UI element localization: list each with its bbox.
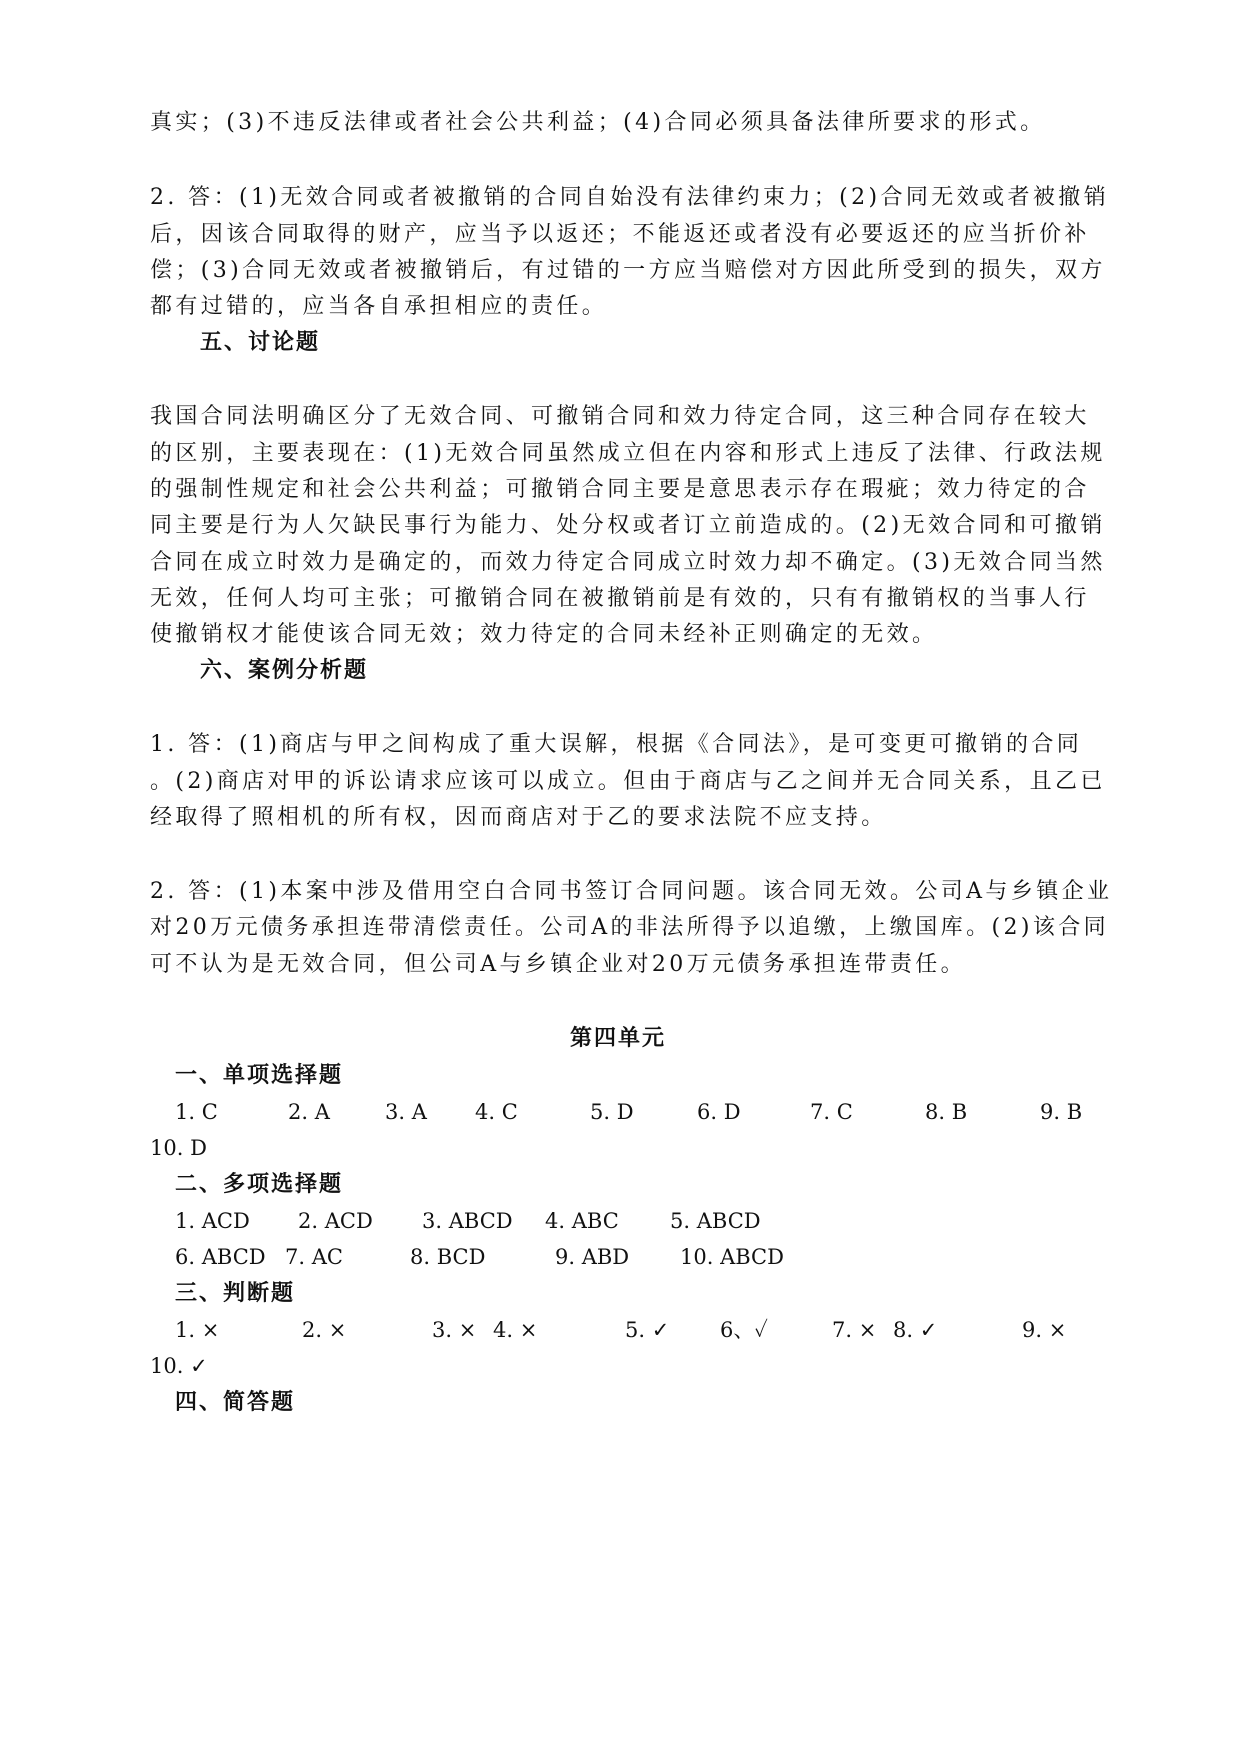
answer-item: 6、✓ (720, 1318, 768, 1342)
answer-item: 7. AC (285, 1245, 343, 1269)
answer-item: 2. A (288, 1100, 330, 1124)
section-heading: 二、多项选择题 (175, 1172, 344, 1197)
paragraph-line: 我国合同法明确区分了无效合同、可撤销合同和效力待定合同，这三种合同存在较大 (150, 404, 1090, 429)
answer-item: 10. ✓ (150, 1354, 208, 1378)
answer-item: 1. × (175, 1318, 220, 1342)
paragraph-line: 真实；(3)不违反法律或者社会公共利益；(4)合同必须具备法律所要求的形式。 (150, 110, 1046, 135)
section-heading: 一、单项选择题 (175, 1063, 344, 1088)
answer-item: 4. C (475, 1100, 518, 1124)
section-heading: 五、讨论题 (200, 330, 321, 355)
answer-item: 4. × (493, 1318, 538, 1342)
answer-item: 5. ✓ (625, 1318, 670, 1342)
answer-item: 10. ABCD (680, 1245, 784, 1269)
answer-item: 10. D (150, 1136, 207, 1160)
paragraph-line: 偿；(3)合同无效或者被撤销后，有过错的一方应当赔偿对方因此所受到的损失，双方 (150, 258, 1106, 283)
answer-item: 9. ABD (555, 1245, 630, 1269)
answer-item: 3. A (385, 1100, 427, 1124)
paragraph-line: 的区别，主要表现在：(1)无效合同虽然成立但在内容和形式上违反了法律、行政法规 (150, 441, 1106, 466)
unit-title: 第四单元 (570, 1026, 667, 1051)
paragraph-line: 后，因该合同取得的财产，应当予以返还；不能返还或者没有必要返还的应当折价补 (150, 222, 1090, 247)
answer-item: 8. B (925, 1100, 968, 1124)
section-heading: 四、简答题 (175, 1390, 296, 1415)
paragraph-line: 同主要是行为人欠缺民事行为能力、处分权或者订立前造成的。(2)无效合同和可撤销 (150, 513, 1106, 538)
answer-item: 8. BCD (410, 1245, 486, 1269)
paragraph-line: 1. 答：(1)商店与甲之间构成了重大误解，根据《合同法》，是可变更可撤销的合同 (150, 732, 1083, 757)
answer-item: 5. ABCD (670, 1209, 761, 1233)
paragraph-line: 对20万元债务承担连带清偿责任。公司A的非法所得予以追缴，上缴国库。(2)该合同 (150, 915, 1110, 940)
paragraph-line: 2. 答：(1)本案中涉及借用空白合同书签订合同问题。该合同无效。公司A与乡镇企业 (150, 879, 1113, 904)
answer-item: 9. × (1022, 1318, 1067, 1342)
answer-item: 1. C (175, 1100, 218, 1124)
paragraph-line: 合同在成立时效力是确定的，而效力待定合同成立时效力却不确定。(3)无效合同当然 (150, 550, 1106, 575)
answer-item: 6. D (697, 1100, 741, 1124)
paragraph-line: 经取得了照相机的所有权，因而商店对于乙的要求法院不应支持。 (150, 805, 887, 830)
paragraph-line: 使撤销权才能使该合同无效；效力待定的合同未经补正则确定的无效。 (150, 622, 938, 647)
answer-item: 7. C (810, 1100, 853, 1124)
paragraph-line: 可不认为是无效合同，但公司A与乡镇企业对20万元债务承担连带责任。 (150, 952, 967, 977)
answer-item: 1. ACD (175, 1209, 250, 1233)
paragraph-line: 都有过错的，应当各自承担相应的责任。 (150, 294, 608, 319)
answer-item: 5. D (590, 1100, 634, 1124)
answer-item: 2. × (302, 1318, 347, 1342)
paragraph-line: 的强制性规定和社会公共利益；可撤销合同主要是意思表示存在瑕疵；效力待定的合 (150, 477, 1090, 502)
paragraph-line: 2. 答：(1)无效合同或者被撤销的合同自始没有法律约束力；(2)合同无效或者被撤销 (150, 185, 1110, 210)
section-heading: 三、判断题 (175, 1281, 296, 1306)
answer-item: 8. ✓ (893, 1318, 938, 1342)
answer-item: 6. ABCD (175, 1245, 266, 1269)
answer-item: 3. × (432, 1318, 477, 1342)
answer-item: 4. ABC (545, 1209, 619, 1233)
answer-item: 3. ABCD (422, 1209, 513, 1233)
paragraph-line: 。(2)商店对甲的诉讼请求应该可以成立。但由于商店与乙之间并无合同关系，且乙已 (150, 769, 1106, 794)
section-heading: 六、案例分析题 (200, 658, 369, 683)
paragraph-line: 无效，任何人均可主张；可撤销合同在被撤销前是有效的，只有有撤销权的当事人行 (150, 586, 1090, 611)
answer-item: 2. ACD (298, 1209, 373, 1233)
answer-item: 9. B (1040, 1100, 1083, 1124)
answer-item: 7. × (832, 1318, 877, 1342)
